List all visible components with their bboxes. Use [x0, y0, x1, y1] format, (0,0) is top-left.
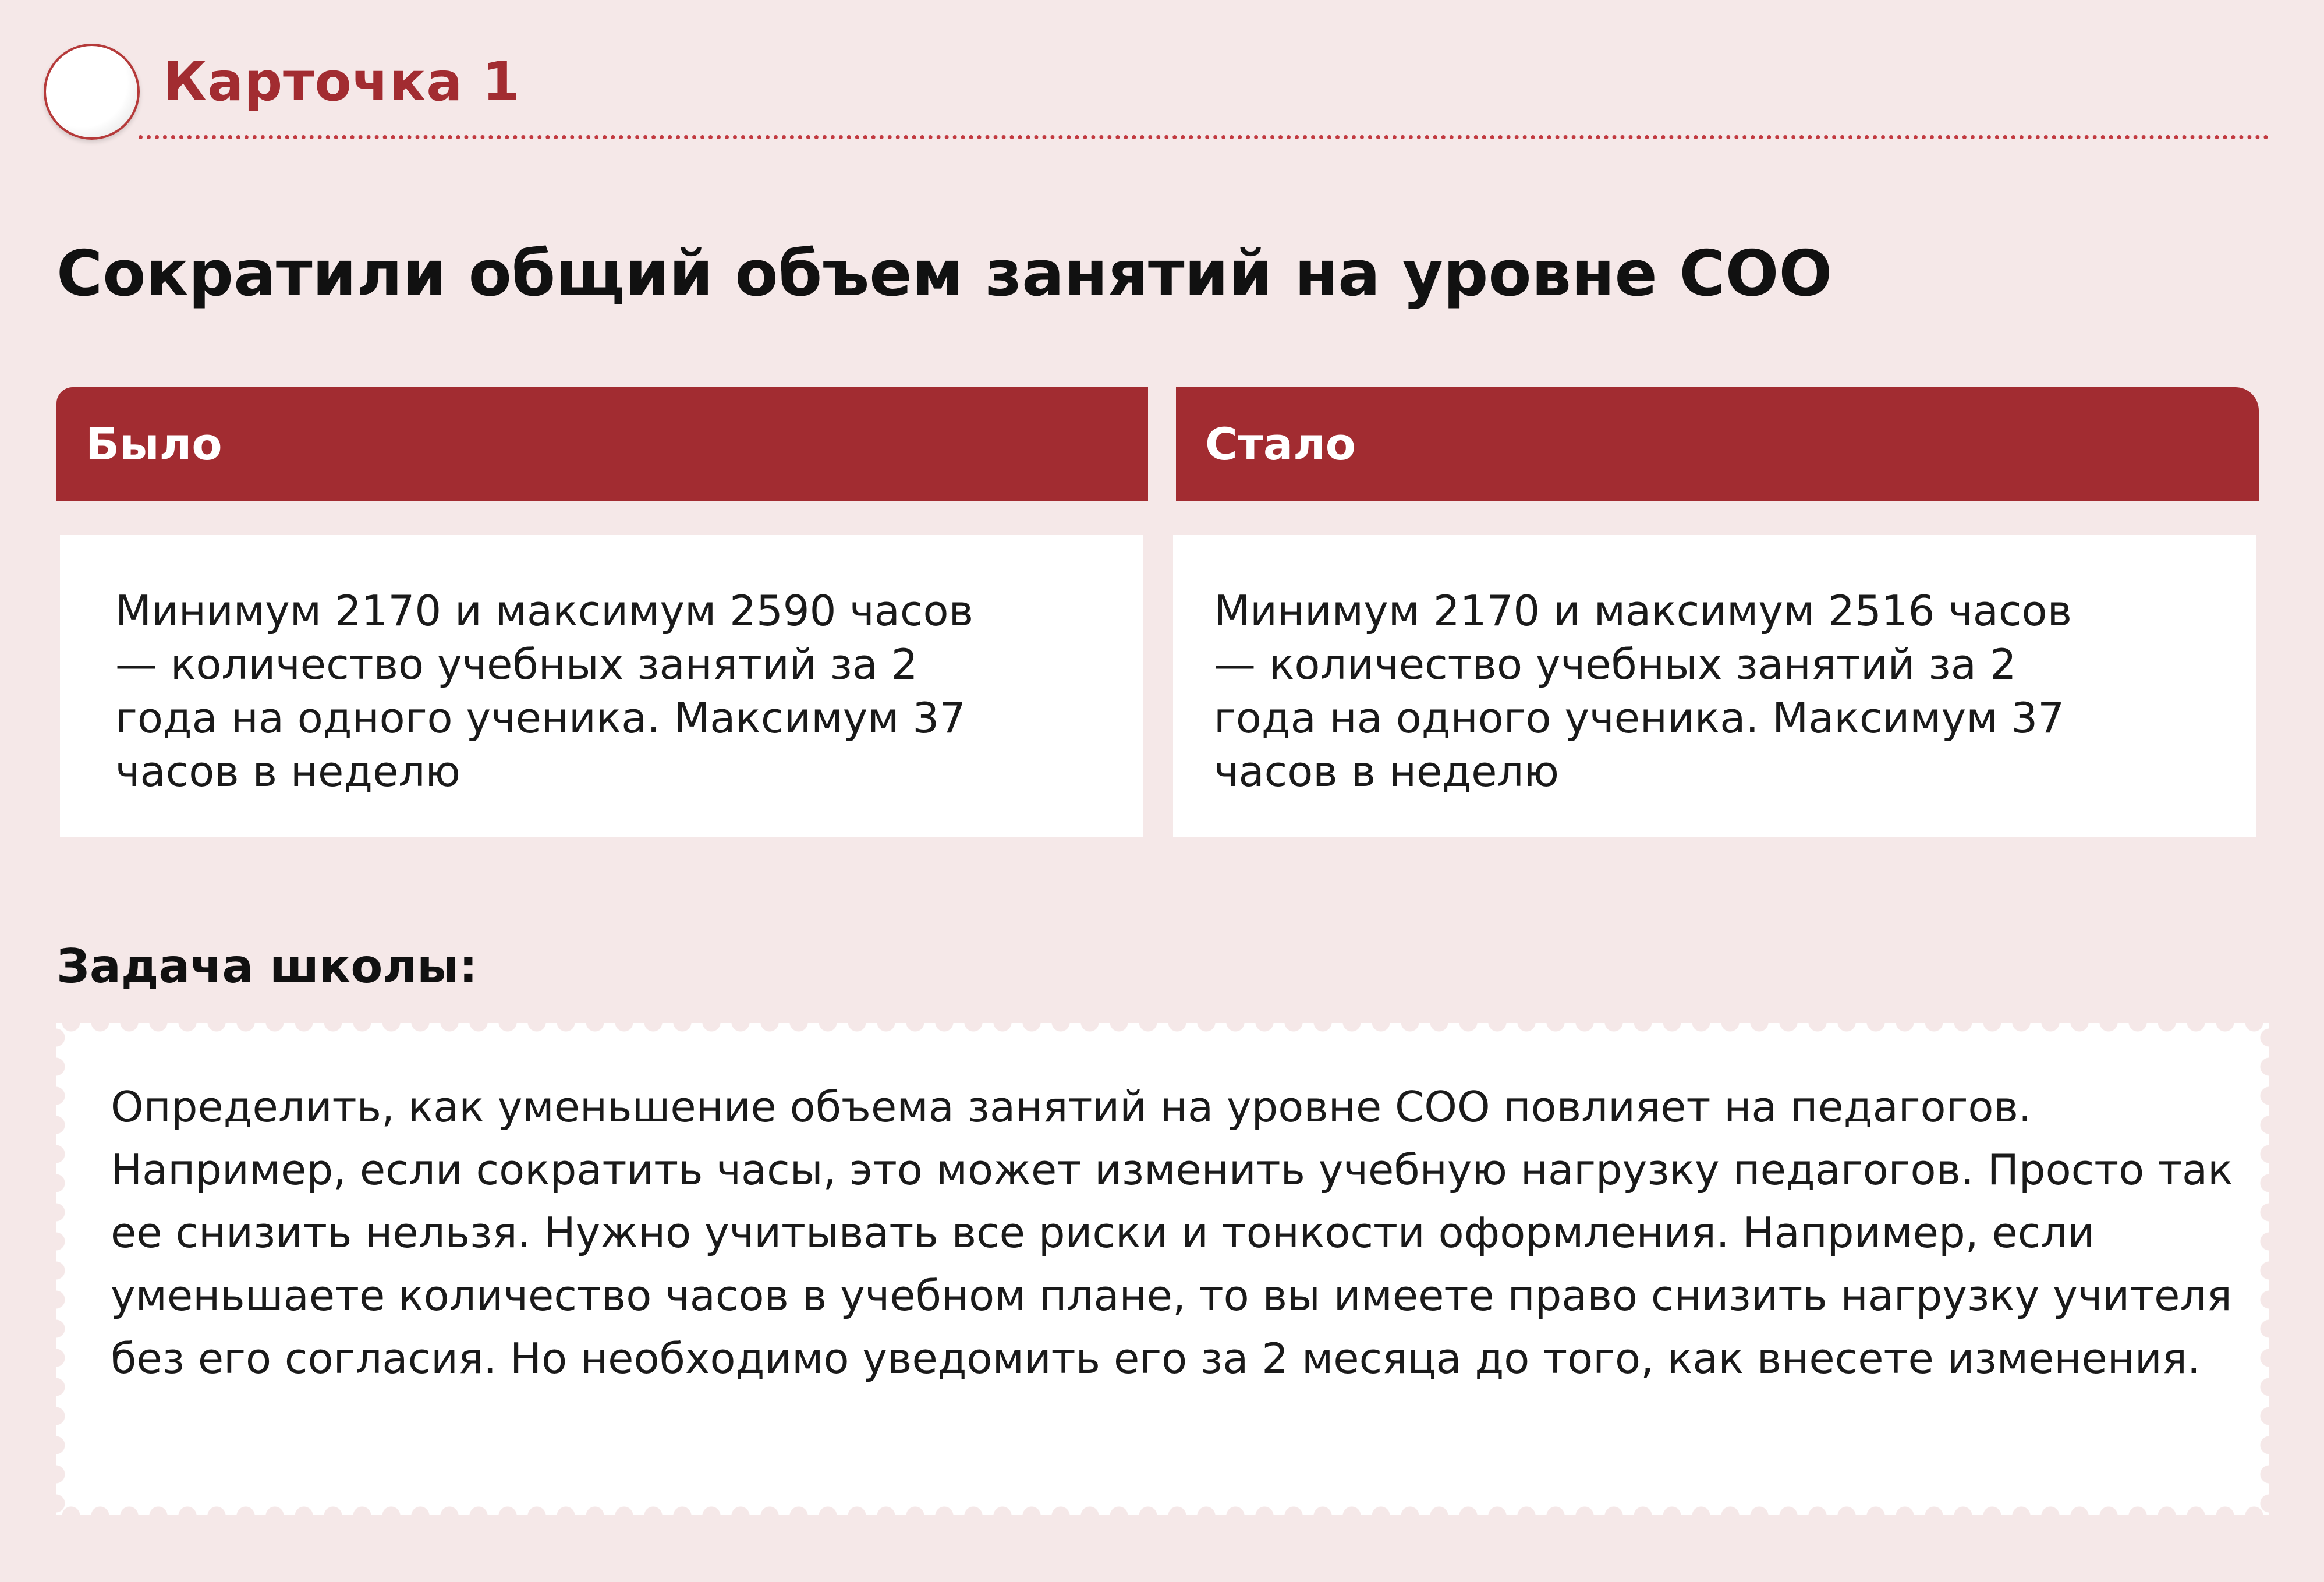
before-label: Было: [86, 418, 222, 470]
after-header: [1176, 387, 2259, 501]
after-text: Минимум 2170 и максимум 2516 часов — количество учебных занятий за 2 года на одного ученика. Максимум 37 часов в неделю: [1214, 586, 2072, 796]
before-header: [56, 387, 1148, 501]
before-text: Минимум 2170 и максимум 2590 часов — количество учебных занятий за 2 года на одного ученика. Максимум 37 часов в неделю: [115, 586, 973, 796]
after-panel: [1173, 535, 2256, 837]
page-title: Сократили общий объем занятий на уровне СОО: [56, 238, 1833, 310]
task-label: Задача школы:: [56, 939, 478, 993]
task-panel: [56, 1023, 2269, 1515]
dotted-divider: [139, 135, 2269, 139]
circle-badge-icon: [44, 44, 140, 140]
before-panel: [60, 535, 1143, 837]
task-text: Определить, как уменьшение объема занятий на уровне СОО повлияет на педагогов. Например, если сократить часы, это может изменить учебную нагрузку педагогов. Просто так ее снизить нельзя. Нужно учитывать все риски и тонкости оформления. Например, если уменьшаете количество часов в учебном плане, то вы имеете право снизить нагрузку учителя без его согласия. Но необходимо уведомить его за 2 месяца до того, как внесете изменения.: [111, 1082, 2233, 1383]
after-label: Стало: [1205, 418, 1356, 470]
card-label: Карточка 1: [163, 51, 520, 113]
